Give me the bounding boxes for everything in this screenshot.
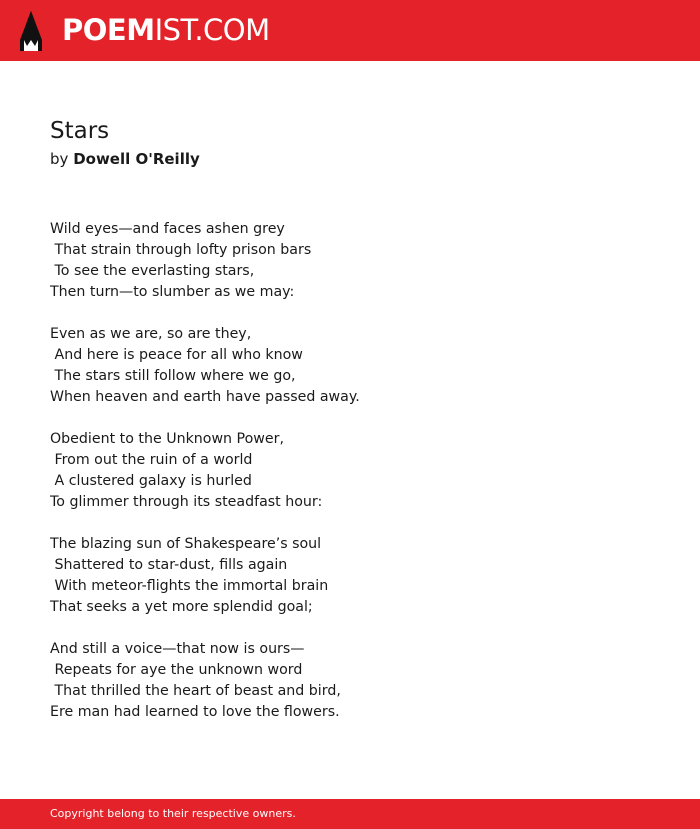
poem-line: Wild eyes—and faces ashen grey [50, 221, 285, 237]
poem-body [50, 219, 670, 744]
poem-author: Dowell O'Reilly [73, 150, 200, 168]
by-label: by [50, 150, 69, 168]
site-header [0, 0, 700, 61]
poem-byline [50, 149, 200, 169]
poem-stanza [50, 324, 670, 408]
poem-line: That thrilled the heart of beast and bird, [50, 683, 341, 699]
poem-title: Stars [50, 118, 110, 144]
site-logo-text[interactable] [62, 12, 270, 48]
poem-stanza [50, 639, 670, 723]
poem-line: And still a voice—that now is ours— [50, 641, 305, 657]
poem-line: A clustered galaxy is hurled [50, 473, 252, 489]
poem-line: The blazing sun of Shakespeare’s soul [50, 536, 322, 552]
pencil-icon[interactable] [18, 10, 44, 52]
poem-line: To see the everlasting stars, [50, 263, 255, 279]
poem-line: Obedient to the Unknown Power, [50, 431, 284, 447]
poem-line: That strain through lofty prison bars [50, 242, 312, 258]
poem-line: Shattered to star-dust, fills again [50, 557, 288, 573]
brand-bold: POEM [62, 13, 155, 47]
poem-line: And here is peace for all who know [50, 347, 303, 363]
poem-line: Repeats for aye the unknown word [50, 662, 303, 678]
poem-stanza [50, 534, 670, 618]
poem-line: Then turn—to slumber as we may: [50, 284, 295, 300]
brand-light: IST.COM [154, 13, 270, 47]
poem-line: Ere man had learned to love the flowers. [50, 704, 340, 720]
site-footer [0, 799, 700, 829]
poem-line: When heaven and earth have passed away. [50, 389, 360, 405]
poem-line: To glimmer through its steadfast hour: [50, 494, 323, 510]
poem-stanza [50, 429, 670, 513]
poem-line: From out the ruin of a world [50, 452, 253, 468]
poem-line: With meteor-flights the immortal brain [50, 578, 329, 594]
poem-line: That seeks a yet more splendid goal; [50, 599, 313, 615]
poem-line: The stars still follow where we go, [50, 368, 296, 384]
copyright-text: Copyright belong to their respective owners. [50, 807, 296, 820]
poem-line: Even as we are, so are they, [50, 326, 252, 342]
poem-stanza [50, 219, 670, 303]
